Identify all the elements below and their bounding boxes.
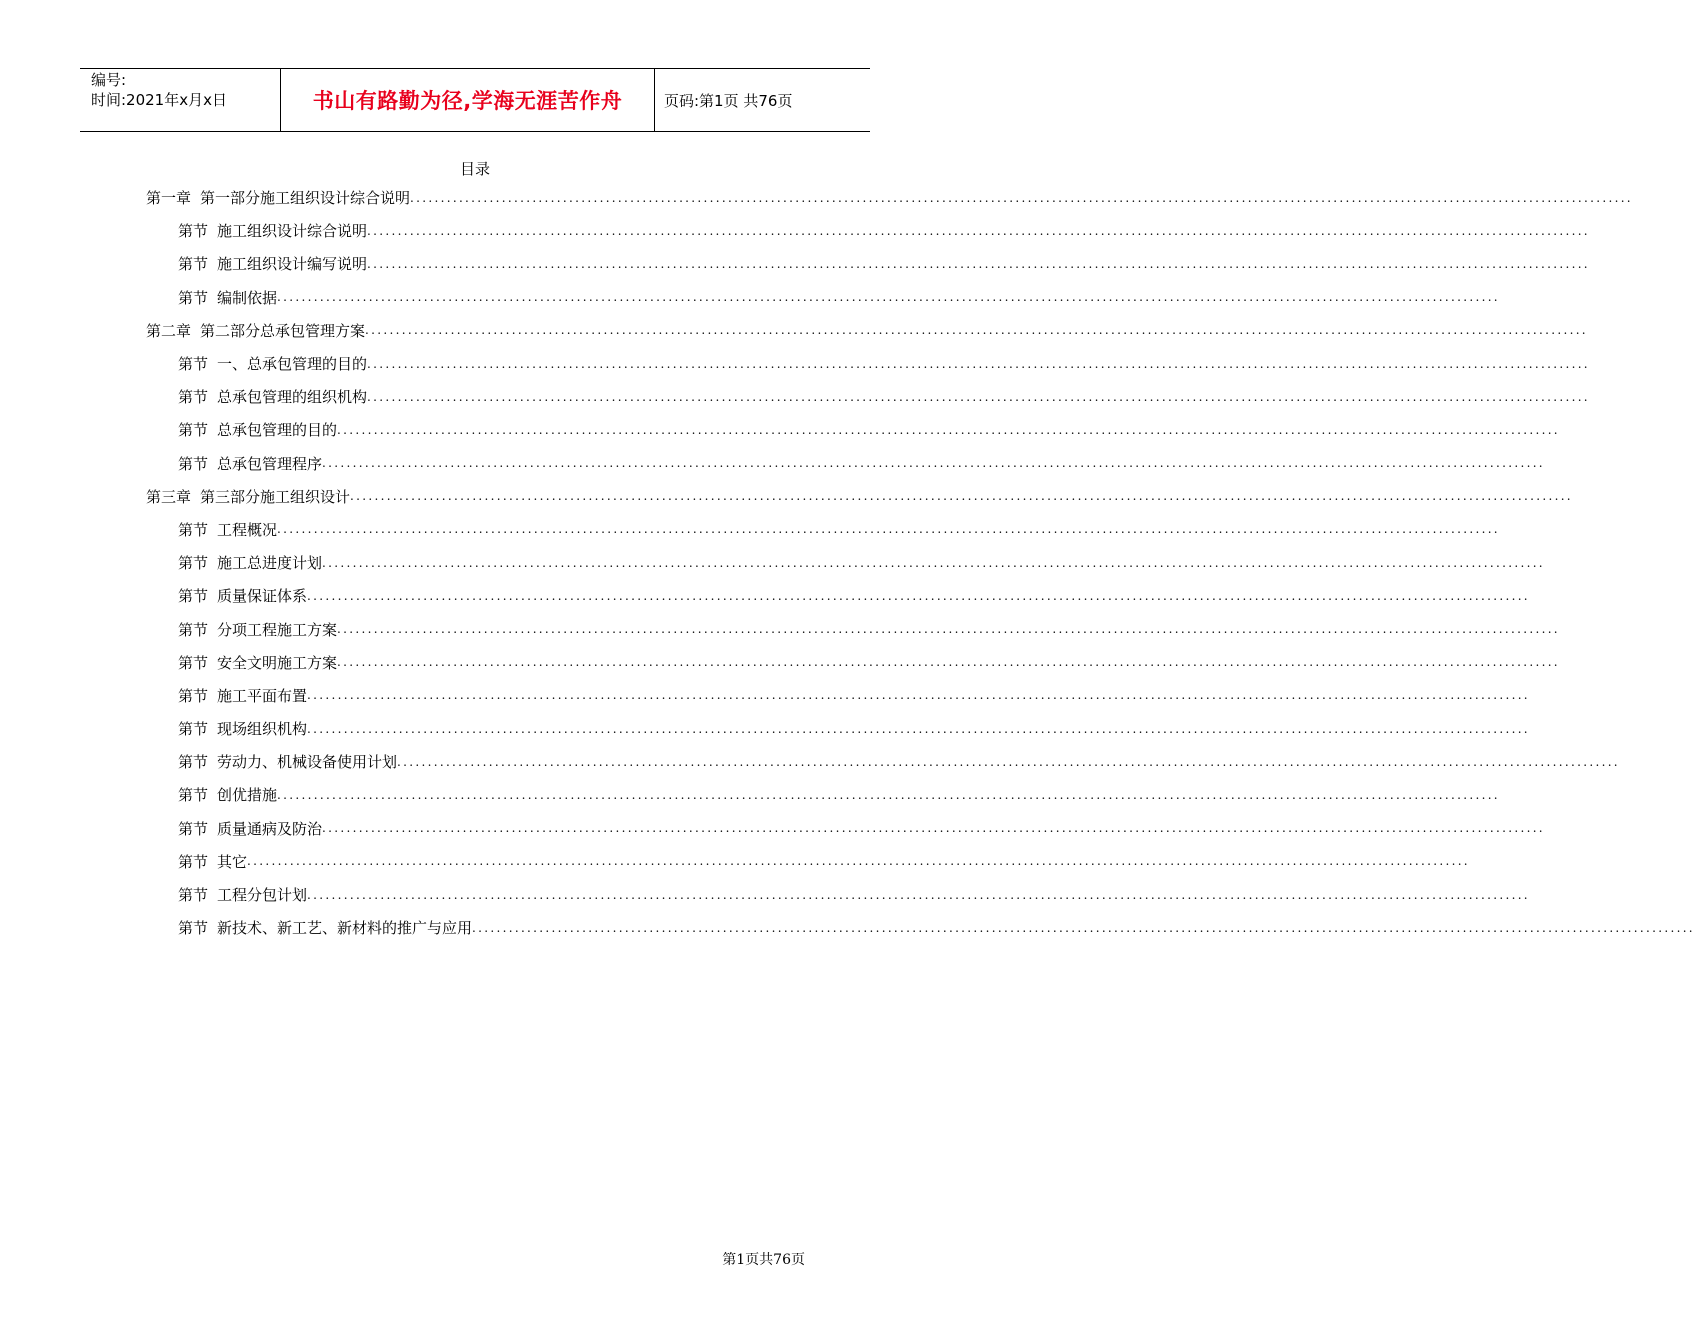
toc-dot-leader: ........................................................................................................................................................................................................ <box>472 920 1695 935</box>
toc-entry-title: 分项工程施工方案 <box>217 620 338 639</box>
toc-dot-leader: ........................................................................................................................................................................................................ <box>322 821 1545 836</box>
toc-entry-number: 第一章 <box>146 189 192 208</box>
toc-entry-number: 第节 <box>178 720 209 739</box>
toc-dot-leader: ........................................................................................................................................................................................................ <box>367 223 1590 238</box>
toc-dot-leader: ........................................................................................................................................................................................................ <box>307 688 1530 703</box>
toc-dot-leader: ........................................................................................................................................................................................................ <box>365 323 1588 338</box>
toc-entry-number: 第节 <box>178 554 209 573</box>
toc-entry-title: 一、总承包管理的目的 <box>217 355 368 374</box>
toc-entry[interactable] <box>146 712 1530 745</box>
header-page-info: 页码:第1页 共76页 <box>664 91 793 110</box>
toc-entry[interactable] <box>146 214 1590 247</box>
toc-entry[interactable] <box>146 679 1530 712</box>
toc-entry-title: 总承包管理的组织机构 <box>217 388 368 407</box>
toc-entry-number: 第节 <box>178 819 209 838</box>
toc-entry-number: 第节 <box>178 587 209 606</box>
toc-entry-number: 第二章 <box>146 321 192 340</box>
toc-entry-title: 创优措施 <box>217 786 278 805</box>
toc-entry[interactable] <box>146 878 1530 911</box>
toc-entry[interactable] <box>146 778 1500 811</box>
toc-entry-number: 第节 <box>178 852 209 871</box>
document-number-label: 编号: <box>91 71 127 89</box>
toc-entry-number: 第节 <box>178 620 209 639</box>
toc-entry-title: 施工组织设计编写说明 <box>217 255 368 274</box>
toc-entry[interactable] <box>146 413 1560 446</box>
toc-dot-leader: ........................................................................................................................................................................................................ <box>337 655 1560 670</box>
toc-entry-number: 第节 <box>178 653 209 672</box>
header-info-cell <box>80 69 281 131</box>
toc-entry[interactable] <box>146 612 1560 645</box>
toc-entry[interactable] <box>146 314 1588 347</box>
toc-entry-number: 第节 <box>178 753 209 772</box>
toc-dot-leader: ........................................................................................................................................................................................................ <box>337 622 1560 637</box>
toc-dot-leader: ........................................................................................................................................................................................................ <box>322 456 1545 471</box>
toc-entry-title: 编制依据 <box>217 288 278 307</box>
toc-entry-number: 第节 <box>178 288 209 307</box>
toc-dot-leader: ........................................................................................................................................................................................................ <box>307 721 1530 736</box>
toc-entry-title: 新技术、新工艺、新材料的推广与应用 <box>217 919 473 938</box>
toc-entry[interactable] <box>146 911 1695 944</box>
footer-page-number: 第1页共76页 <box>722 1252 805 1268</box>
toc-entry-number: 第节 <box>178 786 209 805</box>
toc-dot-leader: ........................................................................................................................................................................................................ <box>322 555 1545 570</box>
toc-dot-leader: ........................................................................................................................................................................................................ <box>307 887 1530 902</box>
toc-entry[interactable] <box>146 380 1590 413</box>
toc-entry[interactable] <box>146 646 1560 679</box>
header-motto-cell <box>281 69 655 131</box>
toc-entry-number: 第节 <box>178 454 209 473</box>
table-of-contents <box>146 181 1695 944</box>
toc-entry-title: 第二部分总承包管理方案 <box>200 321 366 340</box>
document-date-label: 时间:2021年x月x日 <box>91 91 227 109</box>
toc-dot-leader: ........................................................................................................................................................................................................ <box>307 588 1530 603</box>
toc-entry[interactable] <box>146 480 1573 513</box>
toc-entry-number: 第节 <box>178 421 209 440</box>
toc-entry-number: 第节 <box>178 355 209 374</box>
toc-dot-leader: ........................................................................................................................................................................................................ <box>367 389 1590 404</box>
toc-dot-leader: ........................................................................................................................................................................................................ <box>247 854 1470 869</box>
toc-entry[interactable] <box>146 812 1545 845</box>
toc-entry-number: 第节 <box>178 686 209 705</box>
toc-entry-title: 质量保证体系 <box>217 587 308 606</box>
toc-entry[interactable] <box>146 745 1620 778</box>
toc-dot-leader: ........................................................................................................................................................................................................ <box>350 489 1573 504</box>
toc-entry-title: 劳动力、机械设备使用计划 <box>217 753 398 772</box>
toc-entry[interactable] <box>146 247 1590 280</box>
toc-entry[interactable] <box>146 447 1545 480</box>
toc-entry-title: 总承包管理程序 <box>217 454 323 473</box>
toc-entry-title: 质量通病及防治 <box>217 819 323 838</box>
toc-dot-leader: ........................................................................................................................................................................................................ <box>397 754 1620 769</box>
toc-dot-leader: ........................................................................................................................................................................................................ <box>277 787 1500 802</box>
toc-dot-leader: ........................................................................................................................................................................................................ <box>367 256 1590 271</box>
toc-entry-title: 施工平面布置 <box>217 686 308 705</box>
toc-entry-title: 工程概况 <box>217 520 278 539</box>
toc-dot-leader: ........................................................................................................................................................................................................ <box>277 290 1500 305</box>
toc-dot-leader: ........................................................................................................................................................................................................ <box>367 356 1590 371</box>
toc-entry-number: 第节 <box>178 388 209 407</box>
header-motto: 书山有路勤为径,学海无涯苦作舟 <box>312 89 623 113</box>
toc-entry-title: 安全文明施工方案 <box>217 653 338 672</box>
toc-entry-number: 第节 <box>178 520 209 539</box>
toc-entry-title: 第一部分施工组织设计综合说明 <box>200 189 411 208</box>
toc-entry[interactable] <box>146 845 1470 878</box>
toc-entry[interactable] <box>146 513 1500 546</box>
toc-entry[interactable] <box>146 347 1590 380</box>
toc-entry-number: 第节 <box>178 222 209 241</box>
toc-dot-leader: ........................................................................................................................................................................................................ <box>337 422 1560 437</box>
toc-entry-title: 总承包管理的目的 <box>217 421 338 440</box>
header-page-cell <box>655 69 870 131</box>
toc-entry-title: 其它 <box>217 852 248 871</box>
toc-entry-title: 施工总进度计划 <box>217 554 323 573</box>
toc-entry-number: 第节 <box>178 919 209 938</box>
toc-entry[interactable] <box>146 281 1500 314</box>
toc-entry[interactable] <box>146 181 1633 214</box>
toc-title: 目录 <box>459 160 490 178</box>
toc-dot-leader: ........................................................................................................................................................................................................ <box>277 522 1500 537</box>
toc-entry-number: 第节 <box>178 255 209 274</box>
toc-dot-leader: ........................................................................................................................................................................................................ <box>410 190 1633 205</box>
toc-entry-title: 现场组织机构 <box>217 720 308 739</box>
page-header <box>80 68 870 132</box>
toc-entry-number: 第三章 <box>146 487 192 506</box>
toc-entry-title: 施工组织设计综合说明 <box>217 222 368 241</box>
toc-entry-title: 第三部分施工组织设计 <box>200 487 351 506</box>
toc-entry[interactable] <box>146 546 1545 579</box>
toc-entry-number: 第节 <box>178 886 209 905</box>
toc-entry[interactable] <box>146 579 1530 612</box>
toc-entry-title: 工程分包计划 <box>217 886 308 905</box>
